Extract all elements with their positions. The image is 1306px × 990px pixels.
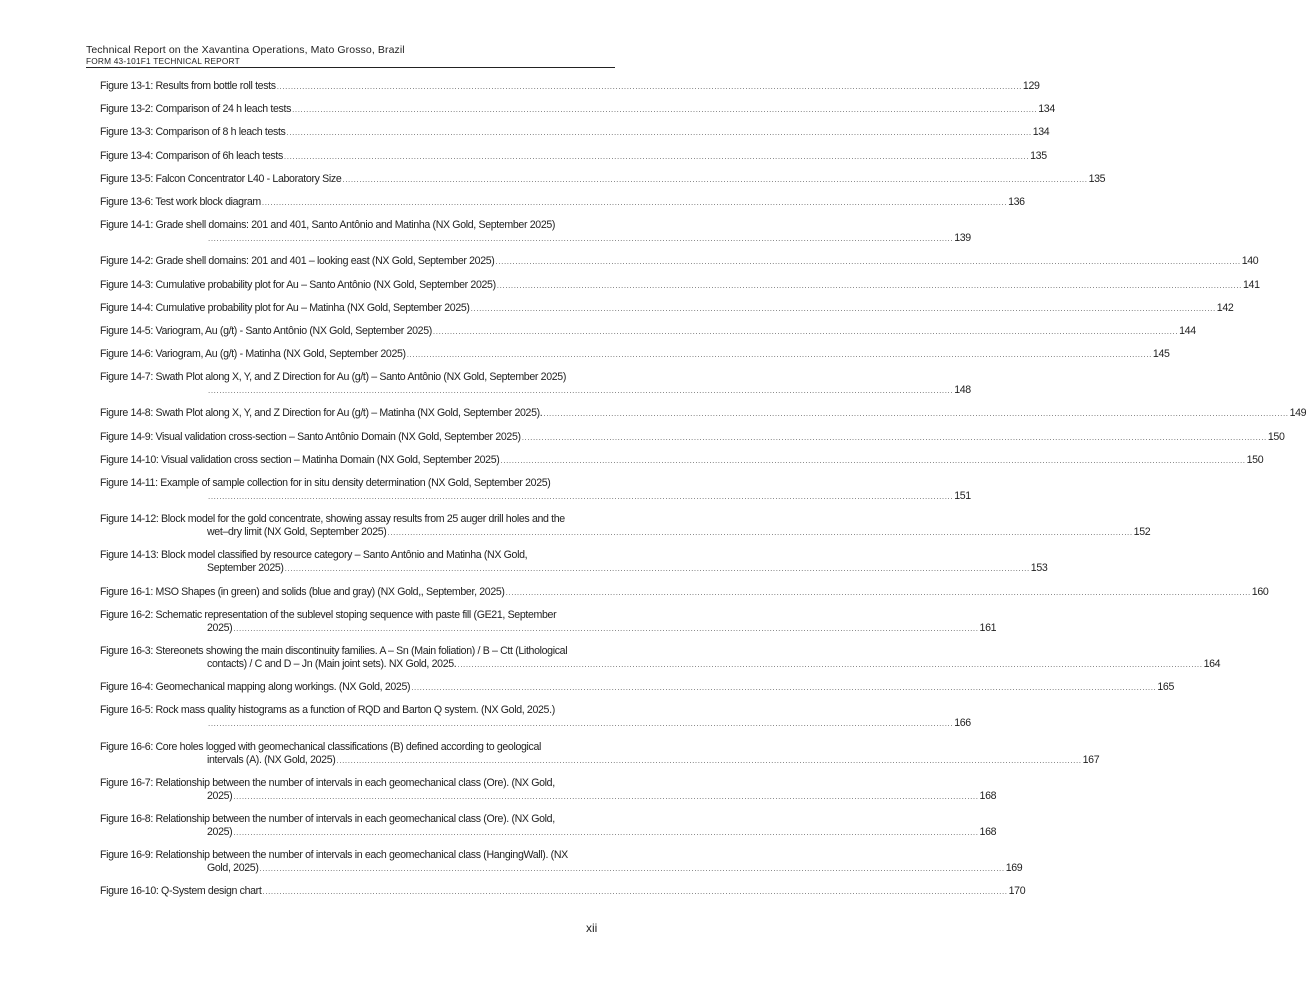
dot-leader [407, 348, 1152, 361]
toc-entry-page[interactable]: 149 [1289, 407, 1306, 420]
toc-entry-text[interactable]: 2025) [207, 621, 233, 634]
toc-entry-text[interactable]: Figure 16-5: Rock mass quality histograms as a function of RQD and Barton Q system. (NX Gold, 2025.) [100, 704, 555, 717]
toc-entry-page[interactable]: 148 [954, 384, 971, 397]
toc-entry-page[interactable]: 152 [1133, 526, 1151, 539]
header-rule [86, 67, 615, 68]
toc-entry-page[interactable]: 150 [1267, 430, 1285, 443]
toc-entry-page[interactable]: 134 [1032, 126, 1050, 139]
dot-leader [287, 126, 1032, 139]
toc-entry-line [100, 862, 1023, 875]
toc-entry-page[interactable]: 153 [1030, 562, 1048, 575]
dot-leader [471, 302, 1216, 315]
toc-entry-line [100, 172, 1106, 186]
toc-entry-line [100, 430, 1285, 444]
toc-entry-text[interactable]: 2025) [207, 789, 233, 802]
dot-leader [208, 384, 953, 397]
toc-entry[interactable] [100, 885, 1026, 898]
toc-entry-text[interactable]: contacts) / C and D – Jn (Main joint sets). NX Gold, 2025. [207, 657, 457, 670]
toc-entry-line [100, 126, 1050, 139]
toc-entry-page[interactable]: 161 [979, 621, 997, 634]
dot-leader [496, 255, 1241, 268]
toc-entry[interactable] [100, 585, 1269, 599]
dot-leader [208, 232, 953, 245]
toc-entry-text[interactable]: wet–dry limit (NX Gold, September 2025) [207, 526, 387, 539]
toc-entry-line [100, 717, 971, 730]
dot-leader [233, 826, 978, 839]
toc-entry-text[interactable]: Figure 14-10: Visual validation cross section – Matinha Domain (NX Gold, September 2025) [100, 453, 500, 466]
toc-entry-line [100, 526, 1151, 539]
toc-entry-line [100, 490, 971, 503]
toc-entry-line [100, 885, 1026, 898]
toc-entry-page[interactable]: 164 [1203, 657, 1221, 670]
toc-entry[interactable] [100, 301, 1234, 315]
toc-entry[interactable] [100, 195, 1025, 209]
toc-entry-page[interactable]: 167 [1082, 753, 1100, 766]
toc-entry-line [100, 562, 1048, 575]
toc-entry-line [100, 278, 1260, 292]
toc-entry-text[interactable]: Figure 14-6: Variogram, Au (g/t) - Matinha (NX Gold, September 2025) [100, 348, 406, 361]
toc-entry[interactable] [100, 681, 1175, 694]
toc-entry-text[interactable]: Figure 14-1: Grade shell domains: 201 and 401, Santo Antônio and Matinha (NX Gold, September 2025) [100, 219, 556, 232]
toc-entry[interactable] [100, 812, 997, 839]
toc-entry-page[interactable]: 168 [979, 825, 997, 838]
toc-entry[interactable] [100, 172, 1106, 186]
toc-entry[interactable] [100, 704, 971, 730]
toc-entry-text[interactable]: Gold, 2025) [207, 862, 259, 875]
toc-entry[interactable] [100, 103, 1055, 116]
dot-leader [522, 431, 1267, 444]
dot-leader [433, 325, 1178, 338]
dot-leader [285, 562, 1030, 575]
toc-entry-page[interactable]: 160 [1251, 585, 1269, 598]
toc-entry-line [100, 453, 1264, 467]
toc-entry-page[interactable]: 136 [1008, 195, 1025, 208]
toc-entry[interactable] [100, 126, 1050, 139]
toc-entry-text[interactable]: Figure 16-7: Relationship between the number of intervals in each geomechanical class (Ore). (NX Gold, [100, 776, 555, 789]
toc-entry[interactable] [100, 644, 1221, 671]
toc-entry[interactable] [100, 608, 997, 635]
toc-entry-text[interactable]: Figure 14-8: Swath Plot along X, Y, and Z Direction for Au (g/t) – Matinha (NX Gold, September 2025). [100, 407, 543, 420]
toc-entry-page[interactable]: 134 [1038, 103, 1055, 116]
toc-entry-text[interactable]: intervals (A). (NX Gold, 2025) [207, 753, 336, 766]
toc-entry-line [100, 80, 1040, 93]
toc-entry-text[interactable]: Figure 14-3: Cumulative probability plot for Au – Santo Antônio (NX Gold, September 2025) [100, 278, 496, 291]
toc-entry-text[interactable]: Figure 16-9: Relationship between the number of intervals in each geomechanical class (HangingWall). (NX [100, 849, 568, 862]
toc-entry[interactable] [100, 453, 1264, 467]
toc-entry-page[interactable]: 151 [954, 490, 971, 502]
toc-entry-text[interactable]: Figure 13-5: Falcon Concentrator L40 - Laboratory Size [100, 172, 342, 185]
report-subtitle: FORM 43-101F1 TECHNICAL REPORT [86, 56, 240, 66]
toc-entry-text[interactable]: Figure 14-4: Cumulative probability plot for Au – Matinha (NX Gold, September 2025) [100, 301, 470, 314]
dot-leader [208, 717, 953, 730]
toc-entry-line [100, 585, 1269, 599]
toc-entry-page[interactable]: 140 [1241, 255, 1259, 268]
toc-entry[interactable] [100, 477, 971, 503]
toc-entry-text[interactable]: Figure 16-8: Relationship between the number of intervals in each geomechanical class (Ore). (NX Gold, [100, 812, 555, 825]
page-number: xii [586, 921, 598, 935]
toc-entry-text[interactable]: Figure 13-3: Comparison of 8 h leach tests [100, 126, 286, 139]
toc-entry-page[interactable]: 135 [1088, 172, 1106, 185]
toc-entry-text[interactable]: Figure 14-2: Grade shell domains: 201 and 401 – looking east (NX Gold, September 2025) [100, 255, 495, 268]
toc-entry-line [100, 195, 1025, 209]
toc-entry-line [100, 255, 1259, 268]
toc-entry-line [100, 789, 997, 803]
toc-entry-page[interactable]: 145 [1152, 348, 1170, 361]
dot-leader [342, 173, 1087, 186]
toc-entry-text[interactable]: Figure 13-2: Comparison of 24 h leach tests [100, 103, 292, 116]
toc-entry-line [100, 681, 1175, 694]
toc-entry[interactable] [100, 849, 1023, 875]
toc-entry[interactable] [100, 149, 1047, 163]
toc-entry-text[interactable]: Figure 16-6: Core holes logged with geomechanical classifications (B) defined according to geological [100, 740, 542, 753]
toc-entry-line [100, 232, 971, 245]
toc-entry-text[interactable]: Figure 16-2: Schematic representation of the sublevel stoping sequence with paste fill (GE21, September [100, 608, 557, 621]
toc-entry-line [100, 825, 997, 839]
toc-entry-line [100, 384, 971, 397]
toc-entry[interactable] [100, 513, 1151, 539]
running-header [86, 44, 615, 68]
toc-entry-text[interactable]: Figure 14-5: Variogram, Au (g/t) - Santo Antônio (NX Gold, September 2025) [100, 324, 432, 337]
toc-entry[interactable] [100, 324, 1196, 338]
toc-entry-page[interactable]: 169 [1005, 862, 1023, 875]
toc-entry-text[interactable]: Figure 16-10: Q-System design chart [100, 885, 262, 898]
toc-entry-line [100, 753, 1100, 767]
toc-entry-text[interactable]: Figure 16-1: MSO Shapes (in green) and solids (blue and gray) (NX Gold,, September, 2025) [100, 585, 505, 598]
toc-entry-page[interactable]: 129 [1022, 80, 1040, 92]
toc-entry-line [100, 621, 997, 635]
dot-leader [260, 862, 1005, 875]
dot-leader [336, 754, 1081, 767]
dot-leader [277, 80, 1022, 93]
toc-entry-line [100, 348, 1170, 361]
toc-entry-text[interactable]: Figure 14-11: Example of sample collection for in situ density determination (NX Gold, September 2025) [100, 477, 551, 489]
toc-entry[interactable] [100, 348, 1170, 361]
toc-entry-text[interactable]: Figure 14-7: Swath Plot along X, Y, and Z Direction for Au (g/t) – Santo Antônio (NX Gold, September 2025) [100, 371, 566, 384]
dot-leader [500, 454, 1245, 467]
toc-entry-page[interactable]: 135 [1030, 149, 1047, 162]
dot-leader [284, 150, 1029, 163]
dot-leader [233, 790, 978, 803]
toc-entry-line [100, 407, 1306, 420]
toc-entry-page[interactable]: 141 [1242, 278, 1260, 291]
toc-entry[interactable] [100, 80, 1040, 93]
toc-entry-text[interactable]: Figure 14-9: Visual validation cross-section – Santo Antônio Domain (NX Gold, September 2025) [100, 430, 521, 443]
toc-entry-text[interactable]: Figure 16-3: Stereonets showing the main discontinuity families. A – Sn (Main foliation) / B – Ctt (Lithological [100, 644, 568, 657]
toc-entry[interactable] [100, 549, 1048, 575]
dot-leader [262, 196, 1007, 209]
dot-leader [506, 586, 1251, 599]
toc-entry-line [100, 149, 1047, 163]
toc-entry-line [100, 657, 1221, 671]
list-of-figures [100, 80, 1306, 908]
report-title: Technical Report on the Xavantina Operations, Mato Grosso, Brazil [86, 44, 405, 56]
dot-leader [208, 490, 953, 503]
toc-entry-text[interactable]: Figure 13-1: Results from bottle roll tests [100, 80, 276, 92]
toc-entry-page[interactable]: 139 [954, 232, 971, 245]
dot-leader [262, 885, 1007, 898]
dot-leader [543, 407, 1288, 420]
toc-entry-text[interactable]: September 2025) [207, 562, 284, 575]
toc-entry-page[interactable]: 150 [1246, 453, 1264, 466]
toc-entry-line [100, 301, 1234, 315]
toc-entry-page[interactable]: 168 [979, 789, 997, 802]
dot-leader [457, 658, 1202, 671]
toc-entry-line [100, 324, 1196, 338]
toc-entry-page[interactable]: 166 [954, 717, 971, 730]
toc-entry-page[interactable]: 165 [1157, 681, 1175, 694]
toc-entry-page[interactable]: 144 [1179, 324, 1196, 337]
dot-leader [233, 622, 978, 635]
dot-leader [387, 526, 1132, 539]
toc-entry[interactable] [100, 776, 997, 803]
toc-entry-text[interactable]: Figure 16-4: Geomechanical mapping along workings. (NX Gold, 2025) [100, 681, 411, 694]
toc-entry-text[interactable]: Figure 14-12: Block model for the gold concentrate, showing assay results from 25 auger drill holes and the [100, 513, 565, 526]
toc-entry[interactable] [100, 740, 1100, 767]
dot-leader [497, 279, 1242, 292]
toc-entry-text[interactable]: 2025) [207, 825, 233, 838]
toc-entry-line [100, 103, 1055, 116]
toc-entry-page[interactable]: 170 [1008, 885, 1026, 898]
toc-entry[interactable] [100, 430, 1285, 444]
toc-entry-text[interactable]: Figure 13-6: Test work block diagram [100, 195, 261, 208]
toc-entry[interactable] [100, 278, 1260, 292]
dot-leader [292, 103, 1037, 116]
toc-entry[interactable] [100, 219, 971, 245]
toc-entry[interactable] [100, 407, 1306, 420]
toc-entry[interactable] [100, 255, 1259, 268]
toc-entry-text[interactable]: Figure 13-4: Comparison of 6h leach tests [100, 149, 283, 162]
toc-entry[interactable] [100, 371, 971, 397]
toc-entry-page[interactable]: 142 [1216, 301, 1234, 314]
dot-leader [411, 681, 1156, 694]
toc-entry-text[interactable]: Figure 14-13: Block model classified by resource category – Santo Antônio and Matinha (NX Gold, [100, 549, 528, 562]
